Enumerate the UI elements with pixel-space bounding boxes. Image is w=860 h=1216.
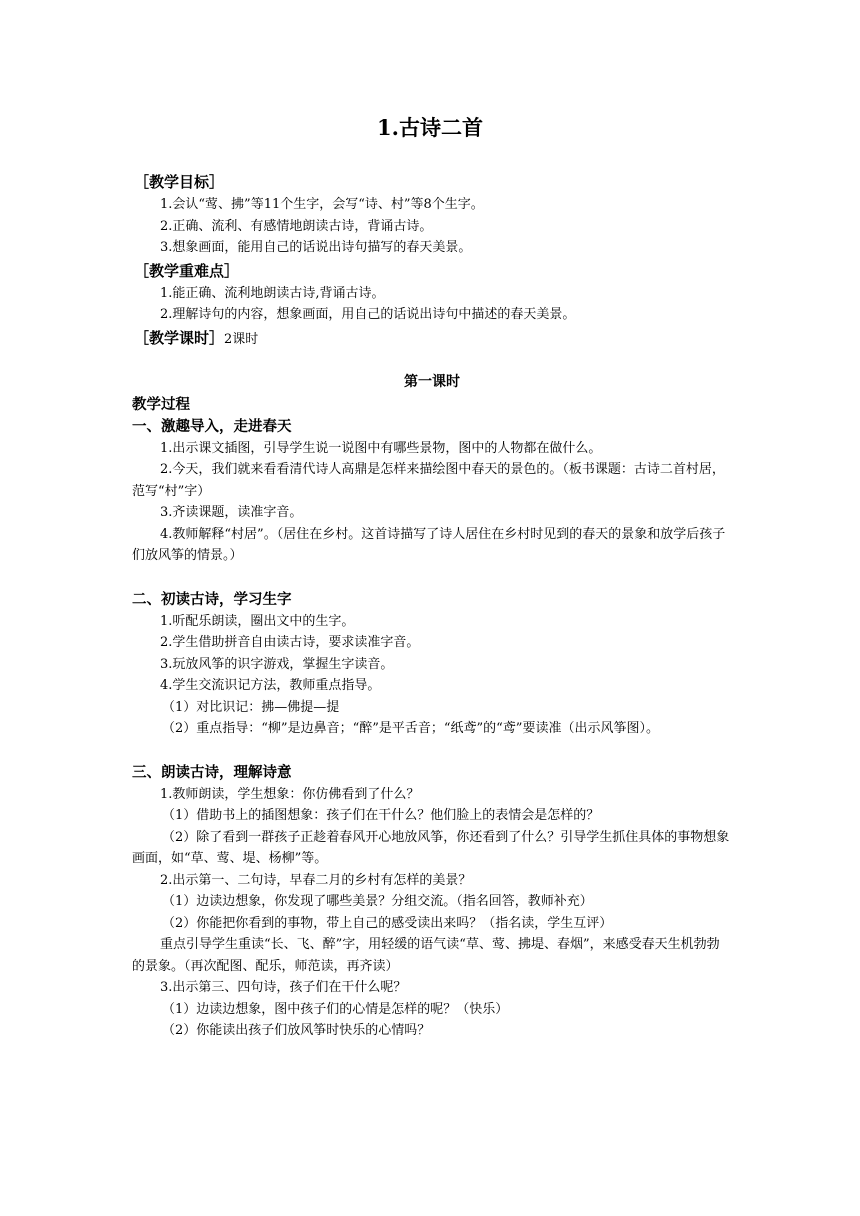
goal-item: 2.正确、流利、有感情地朗读古诗，背诵古诗。 [160,218,433,234]
paragraph: 2.出示第一、二句诗，早春二月的乡村有怎样的美景？ [160,872,472,888]
goal-item: 1.会认“莺、拂”等11个生字，会写“诗、村”等8个生字。 [160,197,484,212]
paragraph: （1）边读边想象，你发现了哪些美景？分组交流。（指名回答，教师补充） [162,894,593,909]
hours-line [134,326,732,352]
paragraph: （2）你能把你看到的事物，带上自己的感受读出来吗？（指名读，学生互评） [162,915,613,931]
lesson-period-title: 第一课时 [404,373,460,390]
paragraph: （2）重点指导：“柳”是边鼻音；“醉”是平舌音；“纸鸢”的“鸢”要读准（出示风筝图）。 [162,721,659,736]
goals-heading: ［教学目标］ [134,173,225,191]
paragraph: （2）除了看到一群孩子正趁着春风开心地放风筝，你还看到了什么？引导学生抓住具体的事物想象画面，如“草、莺、堤、杨柳”等。 [132,829,730,866]
paragraph: 4.教师解释“村居”。（居住在乡村。这首诗描写了诗人居住在乡村时见到的春天的景象和放学后孩子们放风筝的情景。） [132,526,726,563]
paragraph: 3.齐读课题，读准字音。 [160,505,303,520]
paragraph: （1）边读边想象，图中孩子们的心情是怎样的呢？（快乐） [162,1001,509,1017]
hours-heading: ［教学课时］ [134,328,225,347]
hours-value: 2课时 [224,331,259,347]
paragraph: 3.出示第三、四句诗，孩子们在干什么呢？ [160,980,407,995]
section-heading: 二、初读古诗，学习生字 [132,590,292,608]
document-body [132,170,732,1042]
goal-item: 3.想象画面，能用自己的话说出诗句描写的春天美景。 [160,240,472,255]
key-item: 1.能正确、流利地朗读古诗,背诵古诗。 [160,285,385,301]
process-title: 教学过程 [132,395,190,413]
paragraph: 2.今天，我们就来看看清代诗人高鼎是怎样来描绘图中春天的景色的。（板书课题：古诗二首村居，范写“村”字） [132,462,725,499]
paragraph: （2）你能读出孩子们放风筝时快乐的心情吗？ [162,1023,431,1038]
section-heading: 一、激趣导入，走进春天 [132,417,292,435]
paragraph: 4.学生交流识记方法，教师重点指导。 [160,678,381,693]
paragraph: （1）借助书上的插图想象：孩子们在干什么？他们脸上的表情会是怎样的？ [162,808,600,823]
lesson-title: 1.古诗二首 [377,115,483,140]
paragraph: 2.学生借助拼音自由读古诗，要求读准字音。 [160,635,420,650]
paragraph: 1.听配乐朗读，圈出文中的生字。 [160,613,355,629]
paragraph: （1）对比识记：拂—佛提—提 [162,699,340,715]
key-item: 2.理解诗句的内容，想象画面，用自己的话说出诗句中描述的春天美景。 [160,307,576,322]
paragraph: 1.出示课文插图，引导学生说一说图中有哪些景物，图中的人物都在做什么。 [160,440,602,456]
paragraph: 3.玩放风筝的识字游戏，掌握生字读音。 [160,656,394,672]
section-heading: 三、朗读古诗，理解诗意 [132,763,292,781]
paragraph: 1.教师朗读，学生想象：你仿佛看到了什么？ [160,786,420,802]
paragraph: 重点引导学生重读“长、飞、醉”字，用轻缓的语气读“草、莺、拂堤、春烟”，来感受春天生机勃勃的景象。（再次配图、配乐，师范读，再齐读） [132,937,720,974]
keys-heading: ［教学重难点］ [134,261,240,280]
